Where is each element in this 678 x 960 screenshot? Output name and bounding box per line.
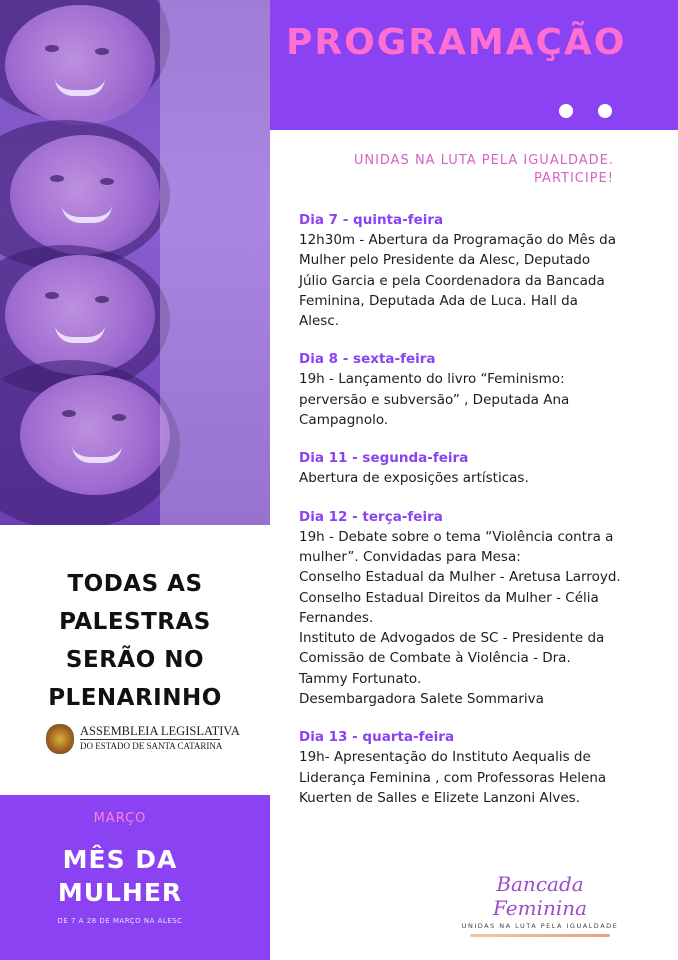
bancada-logo-tagline: UNIDAS NA LUTA PELA IGUALDADE	[461, 922, 619, 930]
month-badge	[0, 795, 270, 960]
women-photo	[0, 0, 270, 525]
logo-swoosh	[470, 934, 610, 937]
tagline	[294, 152, 614, 188]
tagline-line2: PARTICIPE!	[534, 171, 614, 186]
assembleia-logo	[46, 722, 240, 758]
event-day: Dia 12 - terça-feira	[299, 508, 443, 525]
bancada-feminina-logo	[455, 872, 625, 937]
bancada-logo-name: Bancada Feminina	[492, 872, 588, 920]
event-schedule	[299, 210, 644, 826]
badge-month: MARÇO	[93, 811, 147, 826]
state-seal-icon	[46, 724, 74, 754]
event-item	[299, 210, 644, 331]
event-description: 19h- Apresentação do Instituto Aequalis de Liderança Feminina , com Professoras Helena Kuerten de Salles e Elizete Lanzoni Alves.	[299, 749, 607, 806]
assembleia-divider	[80, 739, 220, 740]
assembleia-name: ASSEMBLEIA LEGISLATIVA	[80, 724, 240, 738]
event-day: Dia 7 - quinta-feira	[299, 212, 444, 228]
venue-note: TODAS AS PALESTRAS SERÃO NO PLENARINHO	[48, 571, 222, 711]
event-item	[299, 448, 644, 488]
header-banner	[270, 0, 678, 130]
tagline-line1: UNIDAS NA LUTA PELA IGUALDADE.	[353, 153, 614, 168]
event-description: 12h30m - Abertura da Programação do Mês da Mulher pelo Presidente da Alesc, Deputado Júlio Garcia e pela Coordenadora da Bancada Feminina, Deputada Ada de Luca. Hall da Alesc.	[299, 232, 616, 330]
decorative-dot-left	[559, 104, 573, 118]
event-day: Dia 13 - quarta-feira	[299, 729, 455, 746]
event-description: 19h - Lançamento do livro “Feminismo: perversão e subversão” , Deputada Ana Campagnolo.	[299, 371, 570, 429]
badge-subtitle: DE 7 A 28 DE MARÇO NA ALESC	[57, 917, 183, 925]
page-title: PROGRAMAÇÃO	[286, 22, 627, 63]
event-item	[299, 349, 644, 430]
assembleia-subtitle: DO ESTADO DE SANTA CATARINA	[80, 741, 223, 751]
decorative-dot-right	[598, 104, 612, 118]
event-day: Dia 11 - segunda-feira	[299, 450, 469, 467]
badge-headline: MÊS DA MULHER	[57, 845, 183, 907]
event-description: 19h - Debate sobre o tema “Violência contra a mulher”. Convidadas para Mesa: Conselho Estadual da Mulher - Aretusa Larroyd. Conselho Estadual Direitos da Mulher - Célia Fernandes. Instituto de Advogados de SC - Presidente da Comissão de Combate à Violência - Dra. Tammy Fortunato. Desembargadora Salete Sommariva	[299, 528, 621, 708]
event-day: Dia 8 - sexta-feira	[299, 351, 436, 368]
event-description: Abertura de exposições artísticas.	[299, 470, 529, 487]
event-item	[299, 507, 644, 710]
event-item	[299, 727, 644, 808]
